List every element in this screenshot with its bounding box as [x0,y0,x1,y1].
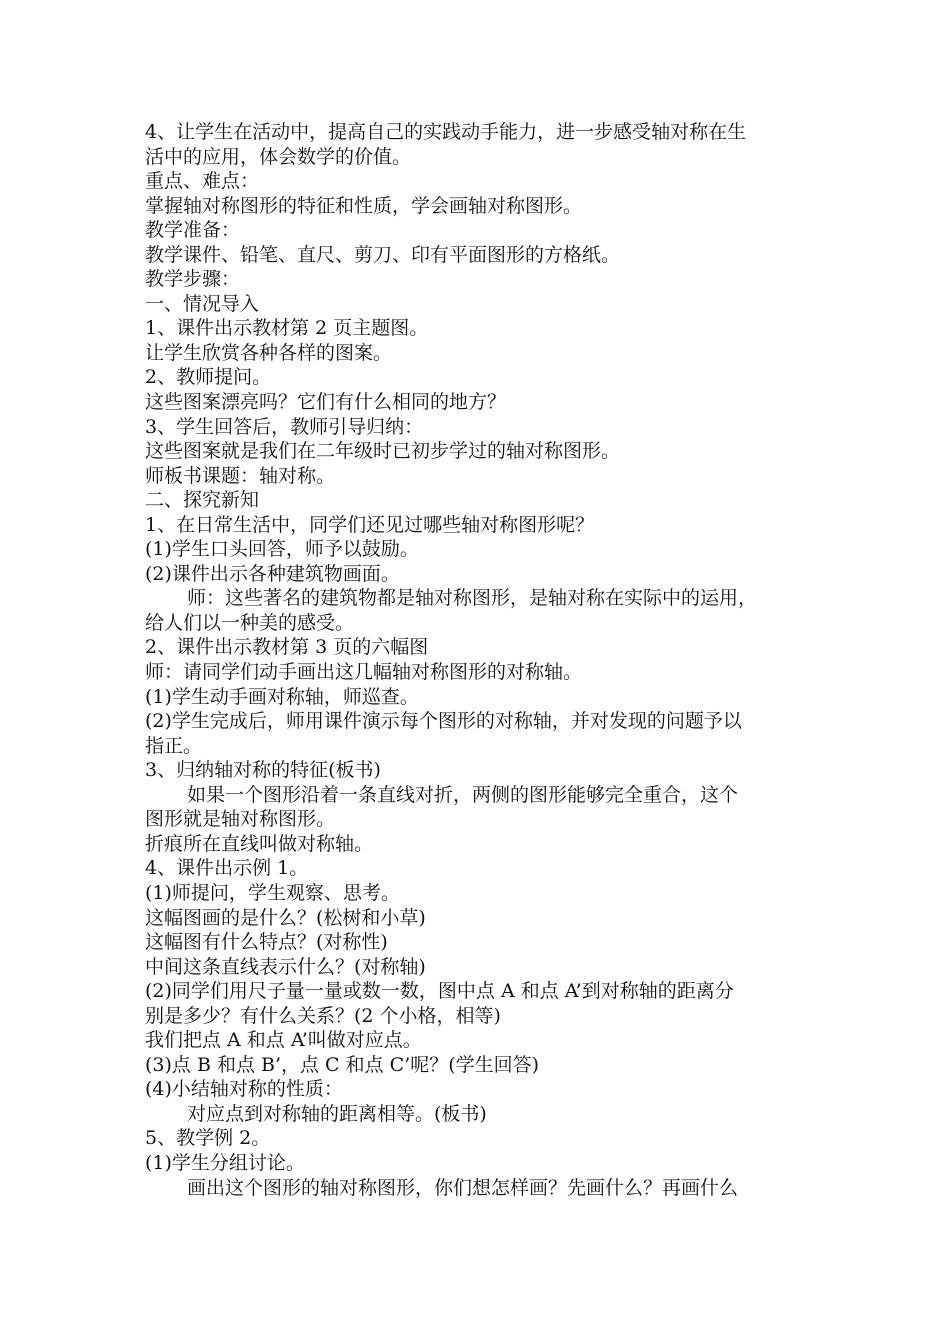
text-line: 3、归纳轴对称的特征(板书) [145,759,381,782]
text-line: 5、教学例 2。 [145,1127,271,1150]
text-line: 这些图案漂亮吗？它们有什么相同的地方？ [145,391,507,414]
text-line: 指正。 [145,734,203,757]
text-line: 这幅图有什么特点？(对称性) [145,931,388,954]
text-line: 3、学生回答后，教师引导归纳： [145,415,424,438]
text-line: 教学课件、铅笔、直尺、剪刀、印有平面图形的方格纸。 [145,243,621,266]
text-line: (4)小结轴对称的性质： [145,1078,343,1101]
text-line: (3)点 B 和点 B’，点 C 和点 C’呢？(学生回答) [145,1053,540,1076]
text-line: 4、让学生在活动中，提高自己的实践动手能力，进一步感受轴对称在生 [145,121,747,143]
text-line: 1、课件出示教材第 2 页主题图。 [145,317,429,340]
document-page [145,120,810,1200]
text-line: (2)同学们用尺子量一量或数一数，图中点 A 和点 A’到对称轴的距离分 [145,980,734,1003]
text-line: 对应点到对称轴的距离相等。(板书) [187,1102,487,1125]
text-line: 这些图案就是我们在二年级时已初步学过的轴对称图形。 [145,440,621,463]
text-line: 师板书课题：轴对称。 [145,464,336,487]
text-line: 中间这条直线表示什么？(对称轴) [145,955,426,978]
text-line: (1)学生动手画对称轴，师巡查。 [145,685,419,708]
text-line: (1)学生分组讨论。 [145,1151,305,1174]
text-line: 让学生欣赏各种各样的图案。 [145,341,393,364]
text-line: (2)学生完成后，师用课件演示每个图形的对称轴，并对发现的问题予以 [145,710,742,733]
text-line: 一、情况导入 [145,292,260,315]
text-line: 1、在日常生活中，同学们还见过哪些轴对称图形呢？ [145,513,595,536]
text-line: 师：请同学们动手画出这几幅轴对称图形的对称轴。 [145,661,583,684]
text-line: 师：这些著名的建筑物都是轴对称图形，是轴对称在实际中的运用， [187,587,758,610]
text-line: 4、课件出示例 1。 [145,857,309,880]
text-line: 2、课件出示教材第 3 页的六幅图 [145,636,429,659]
text-line: 这幅图画的是什么？(松树和小草) [145,906,426,929]
text-line: 2、教师提问。 [145,366,272,389]
text-line: 折痕所在直线叫做对称轴。 [145,832,374,855]
text-line: 画出这个图形的轴对称图形，你们想怎样画？先画什么？再画什么 [187,1176,739,1199]
text-line: (1)师提问，学生观察、思考。 [145,881,400,904]
text-line: 别是多少？有什么关系？(2 个小格，相等) [145,1004,501,1027]
text-line: 我们把点 A 和点 A’叫做对应点。 [145,1029,422,1052]
text-line: 教学准备： [145,219,241,242]
text-line: 掌握轴对称图形的特征和性质，学会画轴对称图形。 [145,194,583,217]
text-line: 重点、难点： [145,170,260,193]
text-line: 图形就是轴对称图形。 [145,808,336,831]
text-line: 给人们以一种美的感受。 [145,611,355,634]
text-line: 二、探究新知 [145,489,260,512]
text-line: (2)课件出示各种建筑物画面。 [145,562,400,585]
text-line: 如果一个图形沿着一条直线对折，两侧的图形能够完全重合，这个 [187,783,739,806]
text-line: 教学步骤： [145,268,241,291]
text-line: 活中的应用，体会数学的价值。 [145,145,412,168]
text-line: (1)学生口头回答，师予以鼓励。 [145,538,419,561]
